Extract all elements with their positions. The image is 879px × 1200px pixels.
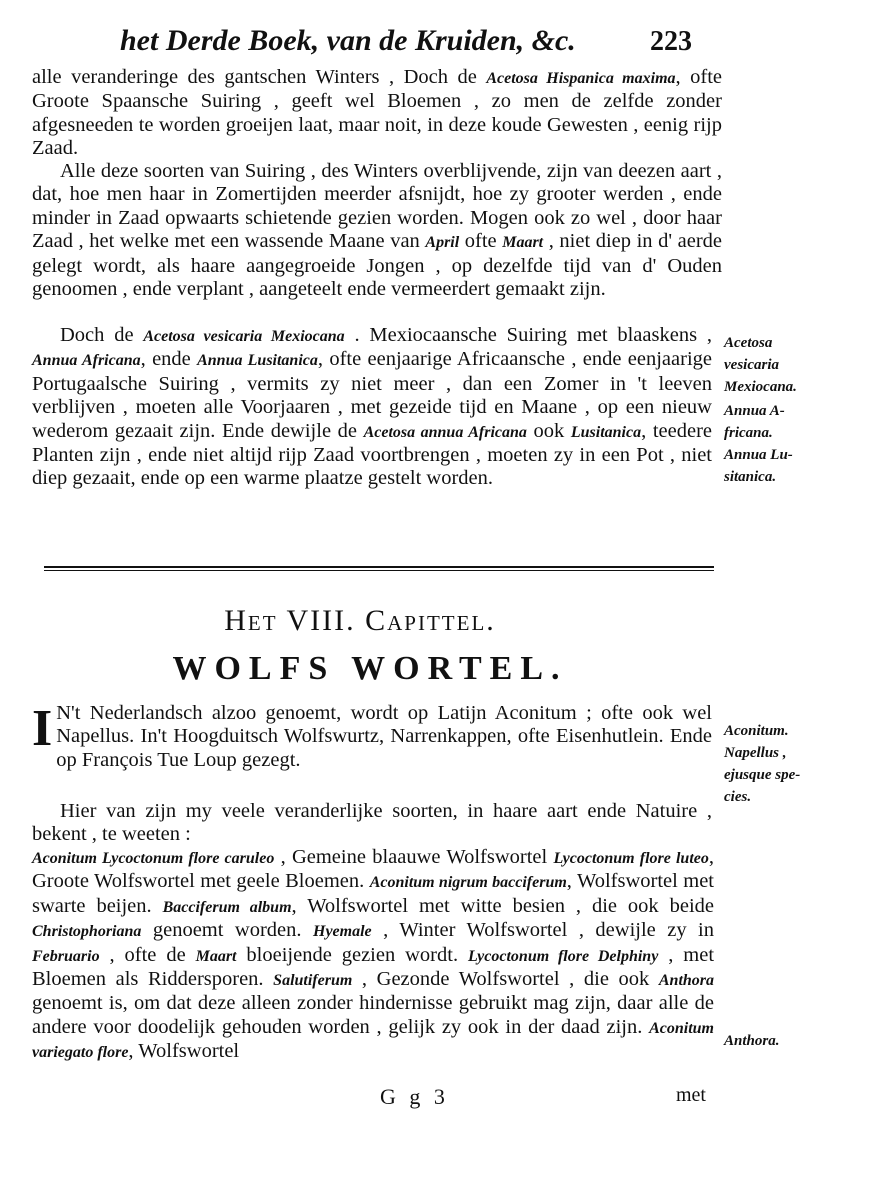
latin-term: Aconitum nigrum bacciferum <box>369 874 567 892</box>
margin-line: Annua A- <box>724 403 785 419</box>
catchword: met <box>676 1084 706 1106</box>
margin-line: Annua Lu- <box>724 447 793 463</box>
text-run: , Wolfswortel met witte besien , die ook beide <box>291 894 715 917</box>
margin-note-lusitanica <box>724 444 874 488</box>
paragraph-suiring-kinds <box>32 160 722 301</box>
drop-cap: I <box>32 700 53 757</box>
margin-line: cies. <box>724 789 752 805</box>
paragraph-wolfswortel-kinds-intro <box>32 800 712 847</box>
paragraph-wolfswortel-species <box>32 846 714 1065</box>
latin-term: Maart <box>502 234 544 252</box>
margin-line: Acetosa <box>724 335 773 351</box>
latin-term: Maart <box>195 947 237 965</box>
latin-term: Februario <box>32 947 100 965</box>
margin-note-africana <box>724 400 874 444</box>
margin-line: Anthora. <box>724 1033 780 1049</box>
text-run: , met Bloemen als Riddersporen. <box>32 943 715 991</box>
latin-term: Salutiferum <box>273 972 353 990</box>
text-run: , Winter Wolfswortel , dewijle zy in <box>371 919 714 942</box>
paragraph-winter <box>32 66 722 161</box>
text-run: , Gezonde Wolfswortel , die ook <box>352 968 659 991</box>
margin-note-acetosa <box>724 332 874 398</box>
text-run: , niet diep in d' aerde gelegt wordt, als haare aangegroeide Jongen , op dezelfde tijd van d' Ouden genoomen , ende verplant , aangeteelt ende vermeerdert gemaakt zijn. <box>32 230 722 301</box>
margin-line: Napellus , <box>724 745 787 761</box>
latin-term: Acetosa vesicaria Mexiocana <box>143 328 345 345</box>
paragraph-wolfswortel-names <box>32 702 712 772</box>
margin-line: Mexiocana. <box>724 379 797 395</box>
text-run: Hier van zijn my veele veranderlijke soorten, in haare aart ende Natuire , bekent , te weeten : <box>32 800 712 846</box>
text-run: , ende <box>140 348 198 371</box>
text-run: N't Nederlandsch alzoo genoemt, wordt op Latijn Aconitum ; ofte ook wel Napellus. In't Hoogduitsch Wolfswurtz, Narrenkappen, ofte Eisenhutlein. Ende op François Tue Loup gezegt. <box>56 702 712 771</box>
margin-line: vesicaria <box>724 357 779 373</box>
text-run: , Gemeine blaauwe Wolfswortel <box>274 846 554 868</box>
page-number: 223 <box>650 26 692 57</box>
margin-line: fricana. <box>724 425 773 441</box>
text-run: , Wolfswortel <box>128 1040 240 1063</box>
margin-note-aconitum <box>724 720 874 808</box>
latin-term: Annua Lusitanica <box>197 352 318 370</box>
signature-mark: G g 3 <box>380 1084 449 1109</box>
margin-line: ejusque spe- <box>724 767 801 783</box>
latin-term: Acetosa Hispanica maxima <box>486 70 676 87</box>
plant-title: WOLFS WORTEL. <box>172 650 568 687</box>
latin-term: Hyemale <box>313 923 372 941</box>
text-run: bloeijende gezien wordt. <box>236 943 468 966</box>
chapter-heading: Het VIII. Capittel. <box>224 604 496 637</box>
latin-term: April <box>425 234 460 252</box>
latin-term: Anthora <box>658 972 715 990</box>
text-run: . Mexiocaansche Suiring met blaaskens , <box>344 324 712 346</box>
section-divider <box>44 566 714 571</box>
text-run: , ofte Groote Spaansche Suiring , geeft wel Bloemen , zo men de zelfde zonder afgesneeden te worden groeijen laat, maar noit, in deze koude Gewesten , eenig rijp Zaad. <box>32 66 722 160</box>
text-run: , ofte de <box>99 943 196 966</box>
text-run: Doch de <box>60 324 144 346</box>
latin-term: Lusitanica <box>570 423 642 441</box>
latin-term: Bacciferum album <box>162 898 292 916</box>
text-run: , Groote Wolfswortel met geele Bloemen. <box>32 846 714 893</box>
latin-term: Acetosa annua Africana <box>363 423 527 441</box>
text-run: , Wolfswortel met swarte beijen. <box>32 870 714 917</box>
text-run: , ofte eenjaarige Africaansche , ende eenjaarige Portugaalsche Suiring , vermits zy niet meer , dan een Zomer in 't leeven verblijven , moeten alle Voorjaaren , met gezeide tijd en Maane , op een nieuw wederom gezaait zijn. Ende dewijle de <box>32 348 712 442</box>
text-run: , teedere Planten zijn , ende niet altijd rijp Zaad voortbrengen , moeten zy in een Pot , niet diep gezaait, ende op een warme plaatze gestelt worden. <box>32 419 712 490</box>
margin-note-anthora <box>724 1030 874 1052</box>
text-run: Alle deze soorten van Suiring , des Winters overblijvende, zijn van deezen aart , dat, hoe men haar in Zomertijden meerder afsnijdt, hoe zy grooter werden , ende minder in Zaad opwaarts schietende gezien worden. Mogen ook zo wel , door haar Zaad , het welke met een wassende Maane van <box>32 160 722 253</box>
latin-term: Annua Africana <box>32 352 141 370</box>
latin-term: Lycoctonum flore Delphiny <box>468 947 659 965</box>
latin-term: Aconitum variegato flore <box>32 1019 714 1062</box>
text-run: genoemt is, om dat deze alleen zonder hindernisse gebruikt mag zijn, daar alle de andere voor doodelijk gehouden worden , gelijk zy ook in der daad zijn. <box>32 992 714 1038</box>
margin-line: Aconitum. <box>724 723 789 739</box>
text-run: genoemt worden. <box>141 919 313 942</box>
paragraph-mexiocana <box>32 324 712 491</box>
latin-term: Aconitum Lycoctonum flore caruleo <box>32 850 275 867</box>
text-run: alle veranderinge des gantschen Winters , Doch de <box>32 66 487 88</box>
page-header <box>110 22 730 62</box>
text-run: ofte <box>459 230 503 253</box>
text-run: ook <box>526 419 571 442</box>
margin-line: sitanica. <box>724 469 777 485</box>
latin-term: Lycoctonum flore luteo <box>553 850 709 867</box>
running-title: het Derde Boek, van de Kruiden, &c. <box>120 24 576 57</box>
latin-term: Christophoriana <box>32 923 142 941</box>
